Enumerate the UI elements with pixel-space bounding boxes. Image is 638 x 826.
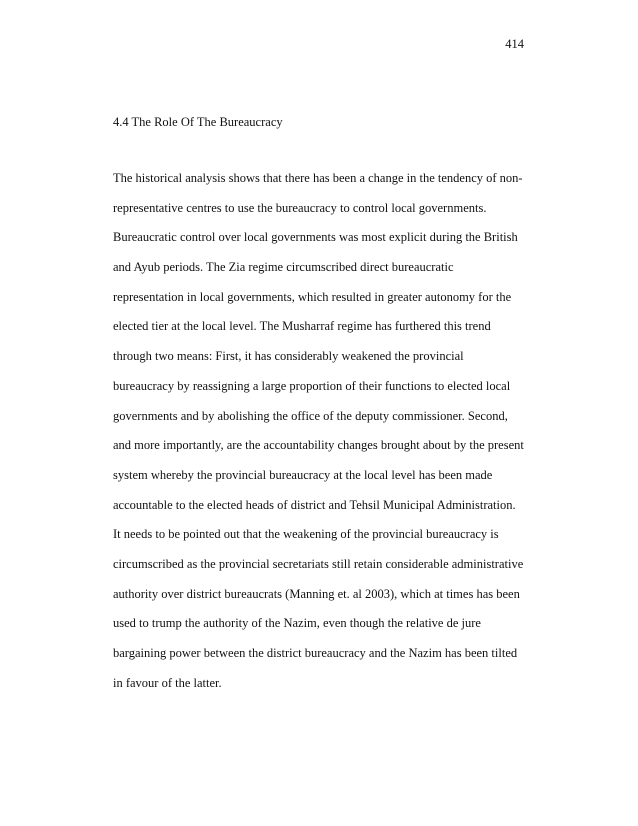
paragraph-line: bureaucracy by reassigning a large proportion of their functions to elected local (113, 378, 511, 393)
paragraph-line: accountable to the elected heads of district and Tehsil Municipal Administration. (113, 497, 516, 512)
paragraph-line: The historical analysis shows that there has been a change in the tendency of non- (113, 171, 523, 185)
paragraph-line: in favour of the latter. (113, 675, 222, 690)
section-heading: 4.4 The Role Of The Bureaucracy (113, 115, 283, 129)
paragraph-line: governments and by abolishing the office of the deputy commissioner. Second, (113, 408, 508, 423)
paragraph-line: representation in local governments, which resulted in greater autonomy for the (113, 289, 512, 304)
paragraph-line: representative centres to use the bureaucracy to control local governments. (113, 200, 487, 215)
paragraph-line: used to trump the authority of the Nazim, even though the relative de jure (113, 616, 481, 631)
paragraph-line: elected tier at the local level. The Musharraf regime has furthered this trend (113, 319, 491, 334)
paragraph-line: and more importantly, are the accountability changes brought about by the present (113, 438, 524, 453)
paragraph-line: authority over district bureaucrats (Manning et. al 2003), which at times has been (113, 586, 520, 601)
paragraph-line: through two means: First, it has considerably weakened the provincial (113, 349, 464, 364)
body-paragraph (113, 170, 533, 704)
paragraph-line: bargaining power between the district bureaucracy and the Nazim has been tilted (113, 646, 518, 660)
paragraph-line: circumscribed as the provincial secretariats still retain considerable administrative (113, 556, 524, 571)
paragraph-line: Bureaucratic control over local governments was most explicit during the British (113, 230, 518, 245)
paragraph-line: system whereby the provincial bureaucracy at the local level has been made (113, 467, 493, 482)
paragraph-line: It needs to be pointed out that the weakening of the provincial bureaucracy is (113, 527, 499, 542)
paragraph-line: and Ayub periods. The Zia regime circumscribed direct bureaucratic (113, 260, 454, 275)
page-number: 414 (505, 37, 524, 51)
